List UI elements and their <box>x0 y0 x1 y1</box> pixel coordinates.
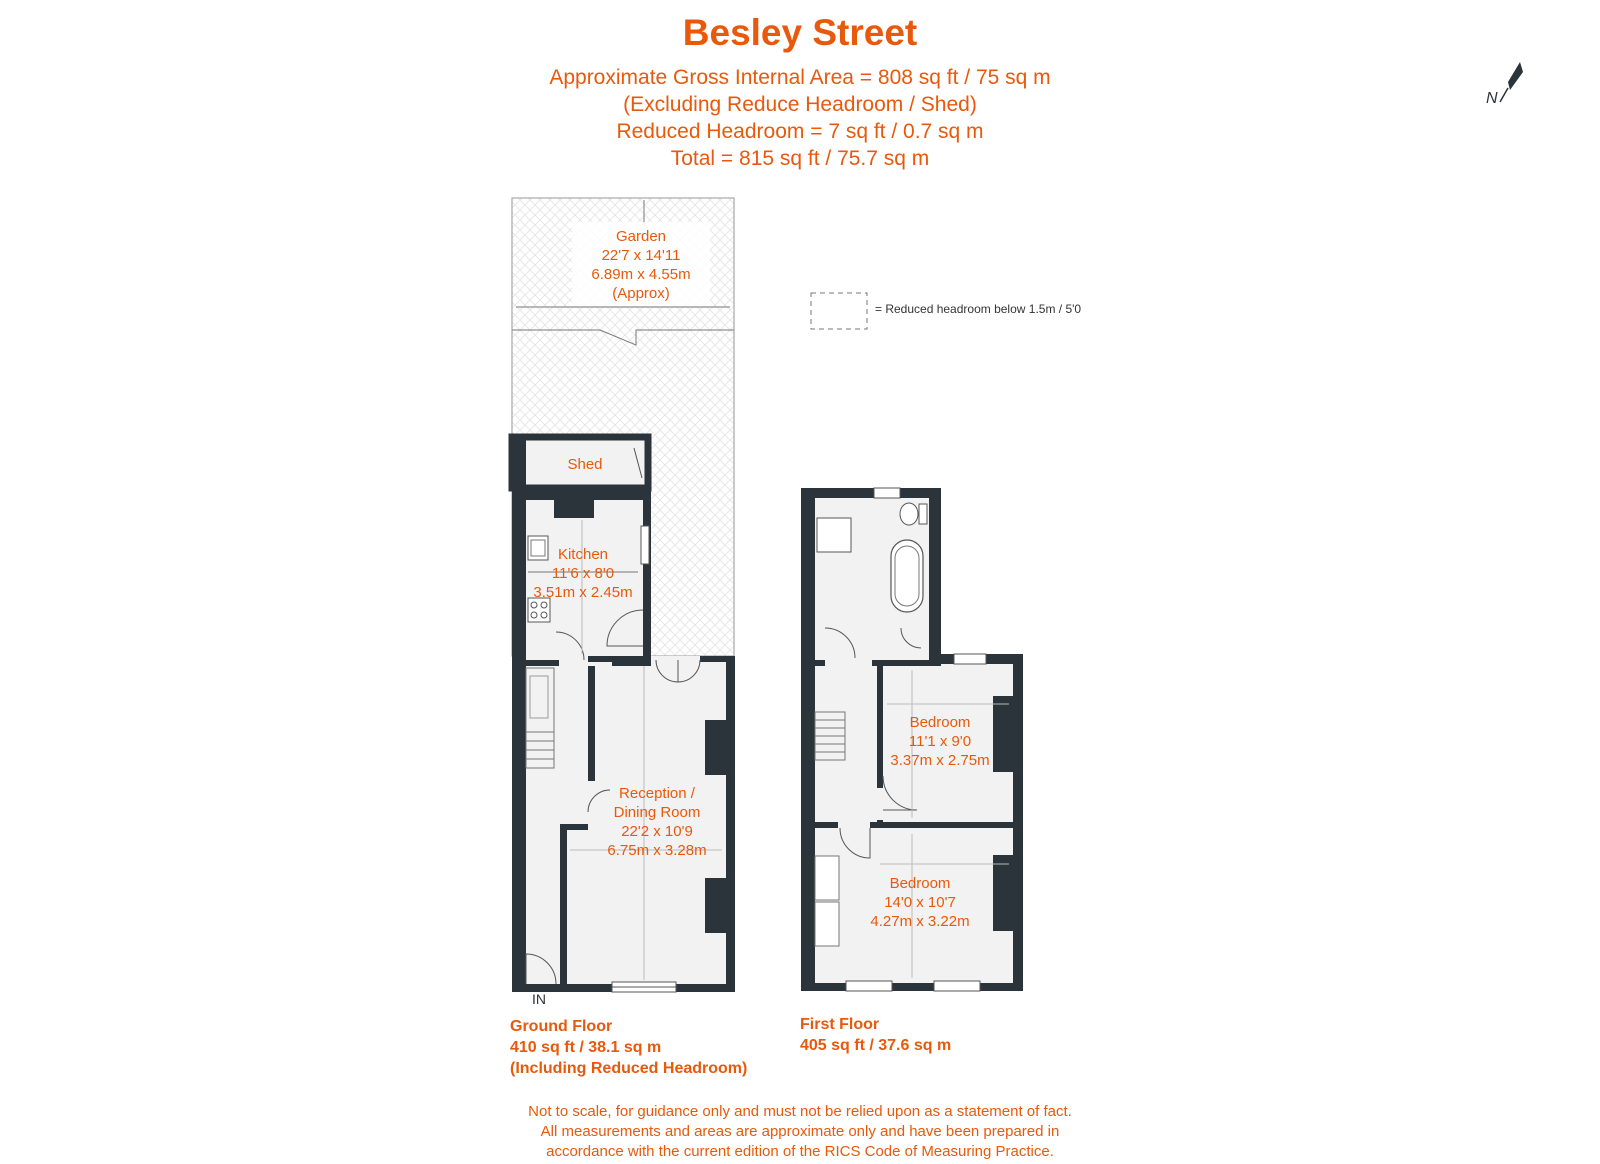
garden-imperial: 22'7 x 14'11 <box>601 247 681 264</box>
room-label-shed <box>530 455 640 474</box>
first-floor-name: First Floor <box>800 1016 880 1033</box>
kitchen-name: Kitchen <box>557 546 609 563</box>
ground-floor-name: Ground Floor <box>510 1018 613 1035</box>
reception-metric: 6.75m x 3.28m <box>607 842 707 859</box>
floor-label-first <box>800 1014 951 1056</box>
legend-text: = Reduced headroom below 1.5m / 5'0 <box>875 302 1082 316</box>
disclaimer-line-1: Not to scale, for guidance only and must not be relied upon as a statement of fact. <box>528 1103 1072 1120</box>
area-total: Total = 815 sq ft / 75.7 sq m <box>670 147 930 170</box>
kitchen-metric: 3.51m x 2.45m <box>533 584 633 601</box>
bedroom2-name: Bedroom <box>889 875 951 892</box>
room-label-kitchen <box>524 545 642 602</box>
bedroom1-imperial: 11'1 x 9'0 <box>908 733 972 750</box>
bedroom2-imperial: 14'0 x 10'7 <box>884 894 956 911</box>
floor-label-ground <box>510 1016 747 1079</box>
reception-name-line1: Reception / <box>619 785 695 802</box>
north-arrow-icon <box>1500 62 1523 102</box>
area-gross: Approximate Gross Internal Area = 808 sq ft / 75 sq m <box>549 66 1051 89</box>
north-label: N <box>1486 90 1498 107</box>
area-excluding-note: (Excluding Reduce Headroom / Shed) <box>623 93 977 116</box>
room-label-garden <box>572 227 710 303</box>
legend-swatch <box>811 293 867 329</box>
room-label-bedroom-1 <box>880 713 1000 770</box>
bedroom1-name: Bedroom <box>909 714 971 731</box>
area-reduced-headroom: Reduced Headroom = 7 sq ft / 0.7 sq m <box>616 120 984 143</box>
disclaimer-line-3: accordance with the current edition of the RICS Code of Measuring Practice. <box>546 1143 1054 1160</box>
page-title: Besley Street <box>682 12 918 53</box>
kitchen-imperial: 11'6 x 8'0 <box>551 565 615 582</box>
reception-name-line2: Dining Room <box>613 804 701 821</box>
bedroom2-metric: 4.27m x 3.22m <box>870 913 970 930</box>
room-label-reception <box>590 784 724 860</box>
entrance-label: IN <box>532 991 546 1007</box>
ground-floor-area: 410 sq ft / 38.1 sq m <box>510 1039 662 1056</box>
first-floor-area: 405 sq ft / 37.6 sq m <box>800 1037 952 1054</box>
bedroom1-metric: 3.37m x 2.75m <box>890 752 990 769</box>
garden-metric: 6.89m x 4.55m <box>591 266 691 283</box>
reception-imperial: 22'2 x 10'9 <box>621 823 693 840</box>
garden-note: (Approx) <box>612 285 670 302</box>
ground-floor-note: (Including Reduced Headroom) <box>510 1060 748 1077</box>
garden-name: Garden <box>615 228 667 245</box>
disclaimer <box>0 1102 1600 1162</box>
shed-name: Shed <box>567 456 603 473</box>
room-label-bedroom-2 <box>860 874 980 931</box>
disclaimer-line-2: All measurements and areas are approximate only and have been prepared in <box>540 1123 1060 1140</box>
